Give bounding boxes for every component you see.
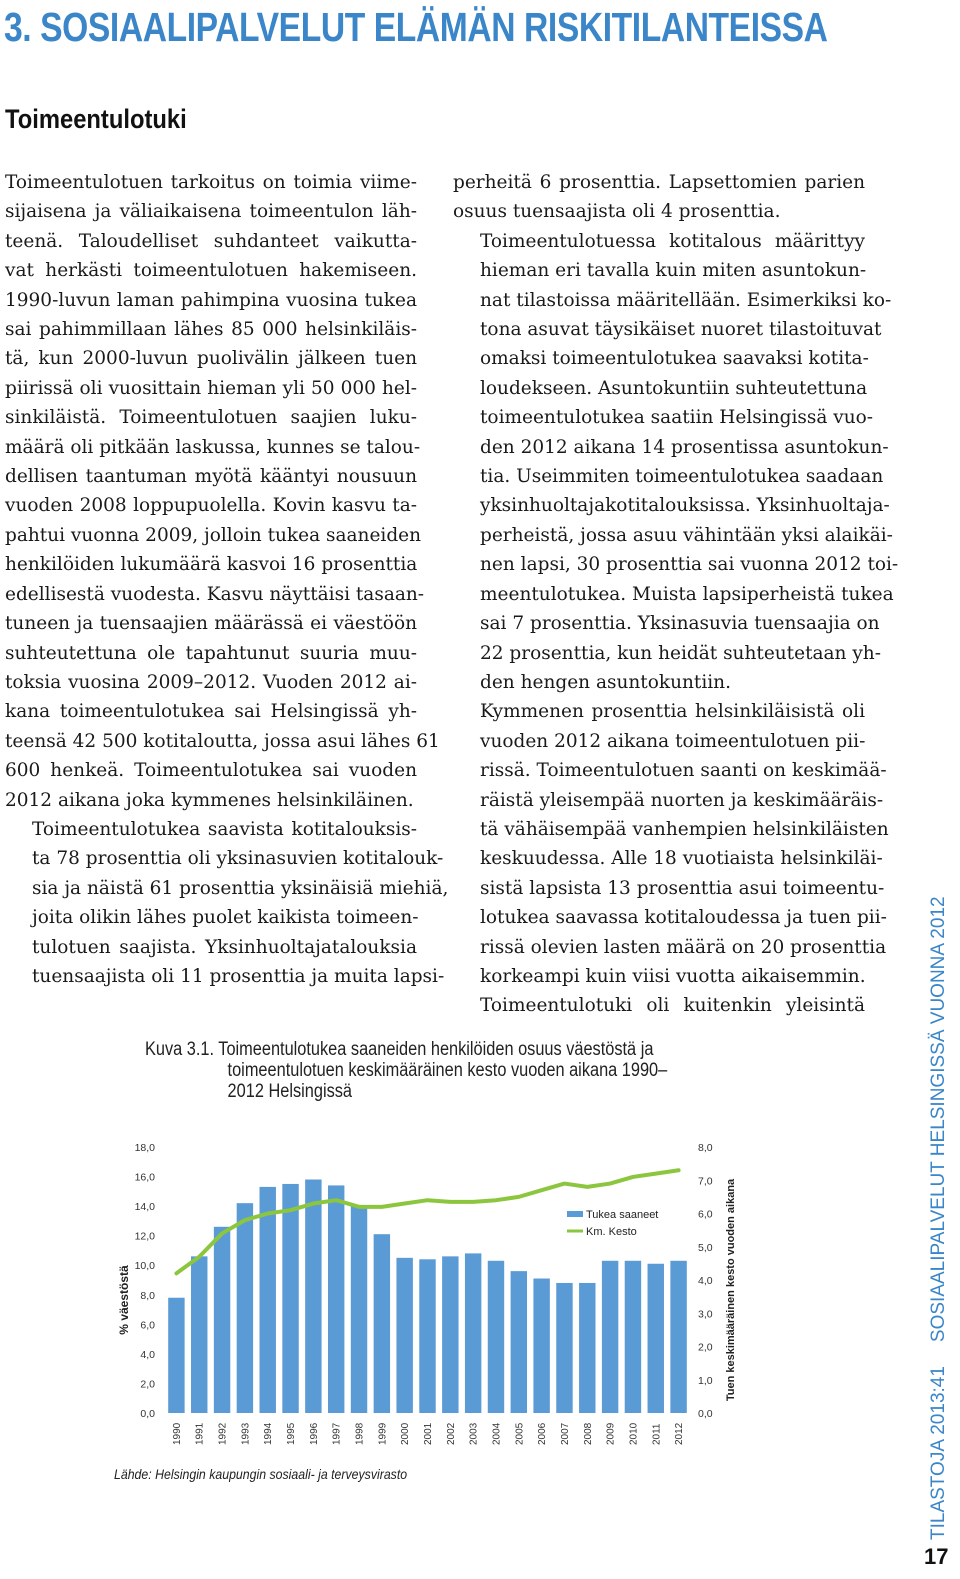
bar (648, 1264, 664, 1413)
x-tick-label: 1991 (194, 1422, 206, 1445)
x-tick-label: 2004 (491, 1422, 503, 1445)
right-axis-title: Tuen keskimääräinen kesto vuoden aikana (725, 1178, 737, 1402)
text-line: den hengen asuntokuntiin. (480, 671, 731, 693)
text-line: pahtui vuonna 2009, jolloin tukea saaneiden (5, 524, 422, 546)
bar (305, 1180, 321, 1413)
x-tick-label: 2003 (468, 1422, 480, 1445)
legend-bar-swatch (567, 1211, 583, 1217)
text-line: piirissä oli vuosittain hieman yli 50 000 hel- (5, 377, 417, 399)
text-line: Toimeentulotuki oli kuitenkin yleisintä (480, 995, 865, 1017)
side-footer (928, 896, 950, 1540)
text-line: Toimeentulotukea saavista kotitalouksis- (32, 818, 417, 840)
bar (488, 1261, 504, 1413)
text-line: dellisen taantuman myötä kääntyi nousuun (5, 466, 417, 488)
left-text-column (5, 168, 449, 991)
text-line: tä vähäisempää vanhempien helsinkiläisten (480, 818, 889, 840)
text-line: tä, kun 2000-luvun puolivälin jälkeen tuen (5, 348, 417, 370)
x-tick-label: 1993 (240, 1422, 252, 1445)
bar (396, 1258, 412, 1413)
left-axis-tick-label: 6,0 (140, 1319, 155, 1332)
x-tick-label: 2009 (605, 1422, 617, 1445)
chart (100, 1130, 760, 1460)
right-axis-tick-label: 5,0 (698, 1241, 713, 1254)
text-line: Toimeentulotuessa kotitalous määrittyy (480, 230, 865, 252)
text-line: sijaisena ja väliaikaisena toimeentulon läh- (5, 201, 417, 223)
left-axis-tick-label: 16,0 (134, 1171, 155, 1184)
x-tick-label: 2001 (423, 1422, 434, 1445)
bar (533, 1279, 549, 1413)
text-line: vuoden 2008 loppupuolella. Kovin kasvu ta- (5, 495, 417, 517)
bar (625, 1261, 641, 1413)
x-tick-label: 1992 (217, 1422, 229, 1445)
text-line: 600 henkeä. Toimeentulotukea sai vuoden (5, 760, 417, 782)
text-line: edellisestä vuodesta. Kasvu näyttäisi tasaan- (5, 583, 425, 605)
text-line: räistä yleisempää nuorten ja keskimääräis- (480, 789, 884, 811)
text-line: perheitä 6 prosenttia. Lapsettomien parien (453, 172, 865, 193)
text-line: hieman eri tavalla kuin miten asuntokun- (480, 260, 867, 282)
bar (556, 1283, 572, 1413)
text-line: toksia vuosina 2009–2012. Vuoden 2012 ai- (5, 671, 417, 693)
left-axis-tick-label: 4,0 (140, 1348, 155, 1361)
text-line: teenä. Taloudelliset suhdanteet vaikutta- (5, 230, 417, 252)
text-line: korkeampi kuin viisi vuotta aikaisemmin. (480, 965, 866, 987)
text-line: keskuudessa. Alle 18 vuotiaista helsinkiläi- (480, 848, 883, 870)
text-line: tulotuen saajista. Yksinhuoltajatalouksia (32, 936, 417, 958)
bar (374, 1234, 390, 1413)
bar (191, 1256, 207, 1413)
legend-line-label: Km. Kesto (586, 1226, 637, 1238)
text-line: henkilöiden lukumäärä kasvoi 16 prosenttia (5, 554, 418, 576)
text-line: joita olikin lähes puolet kaikista toimeen- (32, 907, 419, 929)
bar (442, 1256, 458, 1413)
right-text-column (453, 168, 899, 1021)
right-axis-tick-label: 8,0 (698, 1142, 713, 1154)
text-line: sai 7 prosenttia. Yksinasuvia tuensaajia on (480, 613, 880, 635)
text-line: 2012 aikana joka kymmenes helsinkiläinen. (5, 789, 414, 811)
right-axis-tick-label: 7,0 (698, 1175, 713, 1188)
x-tick-label: 1999 (377, 1422, 389, 1445)
right-axis-tick-label: 4,0 (698, 1275, 713, 1287)
x-tick-label: 2008 (582, 1422, 594, 1445)
figure-caption-line: Kuva 3.1. Toimeentulotukea saaneiden henkilöiden osuus väestöstä ja (145, 1039, 654, 1060)
publication-label: SOSIAALIPALVELUT HELSINGISSÄ VUONNA 2012 (928, 896, 949, 1343)
paragraph (5, 815, 449, 991)
text-line: loudekseen. Asuntokuntiin suhteutettuna (480, 377, 868, 399)
left-axis-tick-label: 8,0 (140, 1289, 155, 1302)
x-tick-label: 2000 (400, 1422, 412, 1445)
text-line: vat herkästi toimeentulotuen hakemiseen. (5, 260, 417, 282)
left-axis-tick-label: 18,0 (134, 1142, 155, 1154)
bar (419, 1259, 435, 1413)
text-line: meentulotukea. Muista lapsiperheistä tukea (480, 583, 894, 605)
x-tick-label: 1996 (308, 1422, 320, 1445)
text-line: tia. Useimmiten toimeentulotukea saadaan (480, 466, 884, 488)
text-line: tuneen ja tuensaajien määrässä ei väestöön (5, 613, 417, 635)
figure-caption (145, 1039, 752, 1102)
x-tick-label: 2012 (674, 1422, 686, 1445)
right-axis-tick-label: 3,0 (698, 1308, 713, 1321)
left-axis-tick-label: 12,0 (134, 1230, 155, 1243)
bar (168, 1298, 184, 1413)
left-axis-tick-label: 14,0 (134, 1201, 155, 1214)
text-line: nat tilastoissa määritellään. Esimerkiksi ko- (480, 289, 892, 311)
text-line: kana toimeentulotukea sai Helsingissä yh- (5, 701, 417, 723)
left-axis-tick-label: 0,0 (140, 1408, 155, 1420)
x-tick-label: 2006 (537, 1422, 549, 1445)
bar (328, 1185, 344, 1413)
bar (351, 1206, 367, 1413)
bar (237, 1203, 253, 1413)
x-tick-label: 2011 (651, 1423, 663, 1445)
bar (282, 1184, 298, 1413)
bar (670, 1261, 686, 1413)
bar (602, 1261, 618, 1413)
x-tick-label: 2010 (628, 1422, 640, 1445)
right-axis-tick-label: 0,0 (698, 1408, 713, 1420)
paragraph (453, 697, 889, 1020)
bar (260, 1187, 276, 1413)
right-axis-tick-label: 1,0 (698, 1374, 713, 1387)
text-line: yksinhuoltajakotitalouksissa. Yksinhuoltaja- (480, 495, 890, 517)
text-line: sinkiläistä. Toimeentulotuen saajien luku- (5, 407, 417, 429)
text-line: den 2012 aikana 14 prosentissa asuntokun- (480, 436, 889, 458)
text-line: nen lapsi, 30 prosenttia sai vuonna 2012 toi- (480, 554, 899, 576)
text-line: osuus tuensaajista oli 4 prosenttia. (453, 201, 781, 223)
figure-caption-line: toimeentulotuen keskimääräinen kesto vuoden aikana 1990– (227, 1060, 668, 1081)
left-axis-tick-label: 2,0 (140, 1378, 155, 1391)
text-line: 1990-luvun laman pahimpina vuosina tukea (5, 289, 417, 311)
text-line: vuoden 2012 aikana toimeentulotuen pii- (480, 730, 866, 752)
text-line: Toimeentulotuen tarkoitus on toimia viime- (5, 172, 417, 193)
text-line: teensä 42 500 kotitaloutta, jossa asui lähes 61 (5, 730, 440, 752)
text-line: perheistä, jossa asuu vähintään yksi alaikäi- (480, 524, 893, 546)
right-axis-tick-label: 2,0 (698, 1341, 713, 1354)
text-line: rissä. Toimeentulotuen saanti on keskimää- (480, 760, 887, 782)
x-tick-label: 2002 (445, 1422, 457, 1445)
paragraph (5, 168, 440, 815)
x-tick-label: 1998 (354, 1422, 366, 1445)
left-axis-tick-label: 10,0 (134, 1260, 155, 1273)
text-line: sistä lapsista 13 prosenttia asui toimeentu- (480, 877, 885, 899)
bar (465, 1253, 481, 1413)
text-line: lotukea saavassa kotitaloudessa ja tuen pii- (480, 907, 887, 929)
section-heading: Toimeentulotuki (5, 104, 187, 134)
legend-bar-label: Tukea saaneet (586, 1209, 659, 1221)
text-line: määrä oli pitkään laskussa, kunnes se talou- (5, 436, 421, 458)
x-tick-label: 1995 (286, 1422, 298, 1445)
figure-source: Lähde: Helsingin kaupungin sosiaali- ja terveysvirasto (114, 1466, 408, 1482)
series-label: TILASTOJA 2013:41 (928, 1366, 949, 1540)
text-line: tona asuvat täysikäiset nuoret tilastoituvat (480, 319, 882, 341)
text-line: ta 78 prosenttia oli yksinasuvien kotitalouk- (32, 848, 444, 870)
x-tick-label: 2007 (559, 1422, 571, 1445)
chapter-heading: 3. SOSIAALIPALVELUT ELÄMÄN RISKITILANTEISSA (4, 4, 828, 50)
left-axis-title: % väestöstä (117, 1265, 131, 1335)
x-tick-label: 1997 (331, 1422, 343, 1445)
paragraph (453, 227, 899, 698)
text-line: tuensaajista oli 11 prosenttia ja muita lapsi- (32, 965, 445, 987)
text-line: suhteutettuna ole tapahtunut suuria muu- (5, 642, 417, 664)
x-tick-label: 2005 (514, 1422, 526, 1445)
bar (579, 1283, 595, 1413)
text-line: sia ja näistä 61 prosenttia yksinäisiä miehiä, (32, 877, 449, 899)
x-tick-label: 1990 (171, 1422, 183, 1445)
right-axis-tick-label: 6,0 (698, 1208, 713, 1221)
paragraph (453, 168, 865, 227)
text-line: rissä olevien lasten määrä on 20 prosenttia (480, 936, 887, 958)
text-line: omaksi toimeentulotukea saavaksi kotita- (480, 348, 869, 370)
bar (511, 1271, 527, 1413)
text-line: toimeentulotukea saatiin Helsingissä vuo- (480, 407, 874, 429)
figure-caption-line: 2012 Helsingissä (227, 1081, 353, 1102)
text-line: Kymmenen prosenttia helsinkiläisistä oli (480, 701, 865, 723)
x-tick-label: 1994 (263, 1422, 275, 1445)
page-number: 17 (924, 1544, 949, 1569)
bar (214, 1227, 230, 1413)
text-line: sai pahimmillaan lähes 85 000 helsinkiläis- (5, 319, 417, 341)
text-line: 22 prosenttia, kun heidät suhteutetaan yh- (480, 642, 881, 664)
